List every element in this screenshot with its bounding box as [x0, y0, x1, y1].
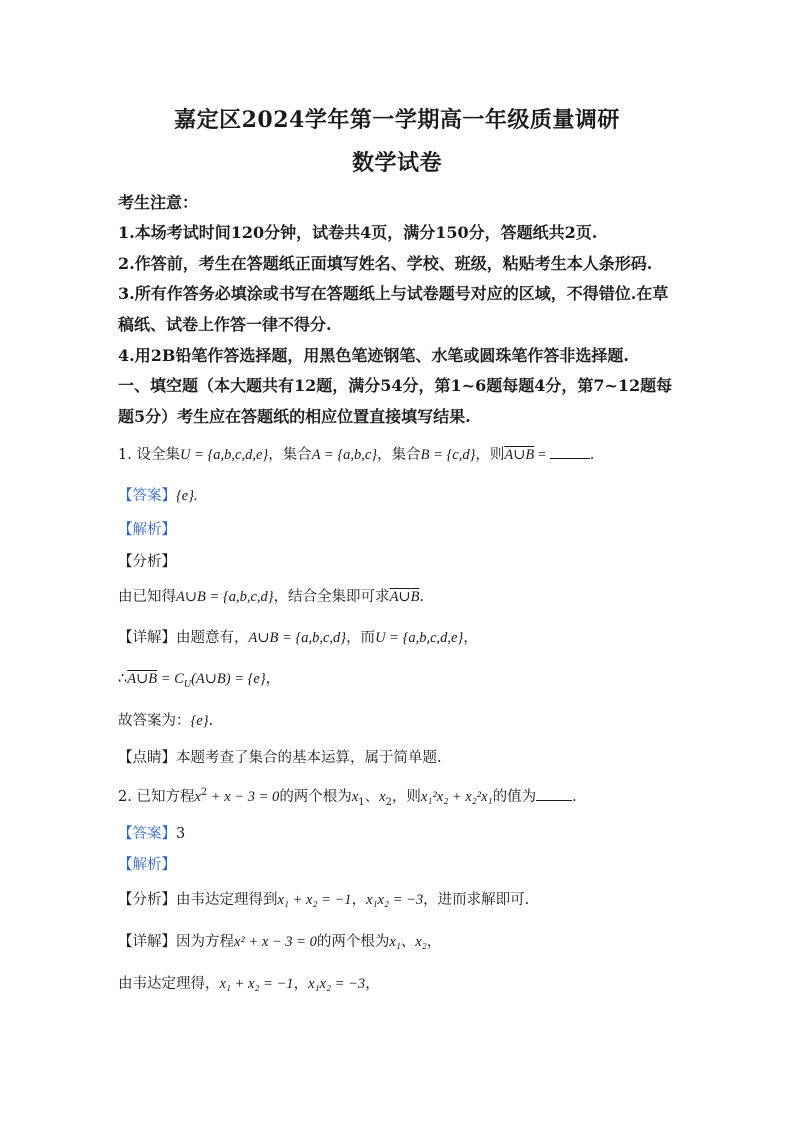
q2-end: .	[572, 789, 577, 805]
q1-fenxi-math: A∪B = {a,b,c,d}	[176, 589, 274, 605]
q2-detail-text: 的两个根为	[316, 934, 390, 950]
q2-sep: 、	[364, 789, 380, 805]
q2-stem: ，则	[391, 789, 421, 805]
q2-fenxi-math: x₁ + x₂ = −1	[277, 892, 352, 908]
section-heading-line1: 一、填空题（本大题共有12题，满分54分，第1~6题每题4分，第7~12题每	[118, 376, 673, 395]
q1-fenxi-end: .	[419, 589, 425, 605]
q1-jiexi-label: 【解析】	[118, 522, 176, 538]
q2-fenxi	[118, 888, 688, 909]
q1-detail	[118, 626, 688, 647]
q1-detail-math: U = {a,b,c,d,e}	[375, 630, 464, 646]
q2-stem: 的两个根为	[279, 789, 352, 805]
q1-equals: =	[534, 447, 550, 463]
q1-final	[118, 709, 688, 730]
q2-fenxi-math: x₁x₂ = −3	[366, 892, 424, 908]
notice-item-3-cont: 稿纸、试卷上作答一律不得分.	[118, 315, 332, 334]
q1-universal-set: U = {a,b,c,d,e}	[179, 447, 269, 463]
comment-label: 【点睛】	[118, 750, 176, 766]
q1-step-math: = C	[157, 671, 184, 687]
q1-set-b: B = {c,d}	[420, 447, 476, 463]
therefore-symbol: ∴	[118, 671, 128, 687]
q1-detail-text: ，而	[346, 630, 376, 646]
q1-comment	[118, 746, 688, 767]
notice-heading: 考生注意：	[118, 193, 199, 212]
q2-root-2: x	[379, 789, 386, 805]
notice-item-4: 4.用2B铅笔作答选择题，用黑色笔迹钢笔、水笔或圆珠笔作答非选择题.	[118, 346, 629, 365]
q2-detail-math: x₁、x₂	[389, 934, 427, 950]
fenxi-label: 【分析】	[118, 892, 176, 908]
exam-title: 嘉定区2024学年第一学期高一年级质量调研	[174, 107, 620, 133]
answer-label: 【答案】	[118, 488, 176, 504]
q2-jiexi-label: 【解析】	[118, 857, 176, 873]
q1-fenxi-text: 由已知得	[118, 589, 176, 605]
q2-root-1-sub: 1	[358, 796, 365, 808]
answer-label: 【答案】	[118, 826, 176, 842]
q1-stem: 1. 设全集	[118, 447, 180, 463]
q2-last	[118, 972, 688, 993]
question-1	[118, 443, 688, 464]
detail-label: 【详解】	[118, 630, 176, 646]
q1-final-end: .	[208, 713, 214, 729]
q2-detail-math: x² + x − 3 = 0	[234, 934, 317, 950]
q1-fenxi-label: 【分析】	[118, 554, 176, 570]
q2-last-text: 由韦达定理得，	[118, 976, 220, 992]
q2-answer	[118, 822, 688, 843]
q2-root-2-sub: 2	[385, 796, 392, 808]
q1-final-text: 故答案为：	[118, 713, 191, 729]
q2-eq: + x − 3 = 0	[207, 789, 280, 805]
q1-comment-text: 本题考查了集合的基本运算，属于简单题.	[176, 750, 442, 766]
q1-final-math: {e}	[190, 713, 209, 729]
q1-answer	[118, 484, 688, 505]
q2-fenxi-text: ，	[351, 892, 367, 908]
answer-blank	[536, 788, 572, 801]
q1-end: .	[589, 447, 595, 463]
q1-step	[118, 667, 688, 688]
notice-item-3: 3.所有作答务必填涂或书写在答题纸上与试卷题号对应的区域，不得错位.在草	[118, 284, 669, 303]
q2-eq-sup: 2	[200, 787, 208, 799]
notice-item-1: 1.本场考试时间120分钟，试卷共4页，满分150分，答题纸共2页.	[118, 223, 598, 242]
detail-label: 【详解】	[118, 934, 176, 950]
q2-expression: x₁²x₂ + x₂²x₁	[420, 789, 493, 805]
q2-last-end: ，	[365, 976, 380, 992]
q1-detail-end: ，	[463, 630, 478, 646]
q2-root-1: x	[351, 789, 359, 805]
q2-stem: 2. 已知方程	[118, 789, 195, 805]
q1-fenxi	[118, 585, 688, 606]
q2-answer-value: 3	[176, 826, 186, 842]
q2-last-math: x₁ + x₂ = −1	[219, 976, 294, 992]
q1-answer-value: {e}.	[176, 488, 198, 504]
q1-step-complement: A∪B	[127, 671, 158, 687]
q2-last-text: ，	[293, 976, 309, 992]
q2-detail-end: ，	[426, 934, 442, 950]
q1-set-a: A = {a,b,c}	[311, 447, 378, 463]
q2-stem: 的值为	[492, 789, 537, 805]
q2-detail	[118, 930, 688, 951]
answer-blank	[550, 446, 590, 459]
notice-item-2: 2.作答前，考生在答题纸正面填写姓名、学校、班级，粘贴考生本人条形码.	[118, 254, 653, 273]
q2-detail-text: 因为方程	[176, 934, 234, 950]
q1-step-end: ，	[265, 671, 281, 687]
q1-step-math: (A∪B) = {e}	[191, 671, 266, 687]
q1-stem: ，集合	[268, 447, 312, 463]
q2-eq: x	[194, 789, 201, 805]
question-2	[118, 785, 688, 806]
q1-fenxi-complement: A∪B	[389, 589, 420, 605]
q1-detail-text: 由题意有，	[176, 630, 249, 646]
q2-fenxi-text: 由韦达定理得到	[176, 892, 278, 908]
section-heading-line2: 题5分）考生应在答题纸的相应位置直接填写结果.	[118, 407, 471, 426]
q2-last-math: x₁x₂ = −3	[308, 976, 366, 992]
q1-step-subscript: U	[183, 678, 192, 690]
q1-complement: A∪B	[504, 447, 535, 463]
q1-stem: ，集合	[377, 447, 421, 463]
q1-detail-math: A∪B = {a,b,c,d}	[248, 630, 347, 646]
q2-fenxi-text: ，进而求解即可.	[423, 892, 530, 908]
q1-fenxi-text: ，结合全集即可求	[273, 589, 390, 605]
exam-subtitle: 数学试卷	[351, 150, 442, 176]
q1-stem: ，则	[475, 447, 505, 463]
